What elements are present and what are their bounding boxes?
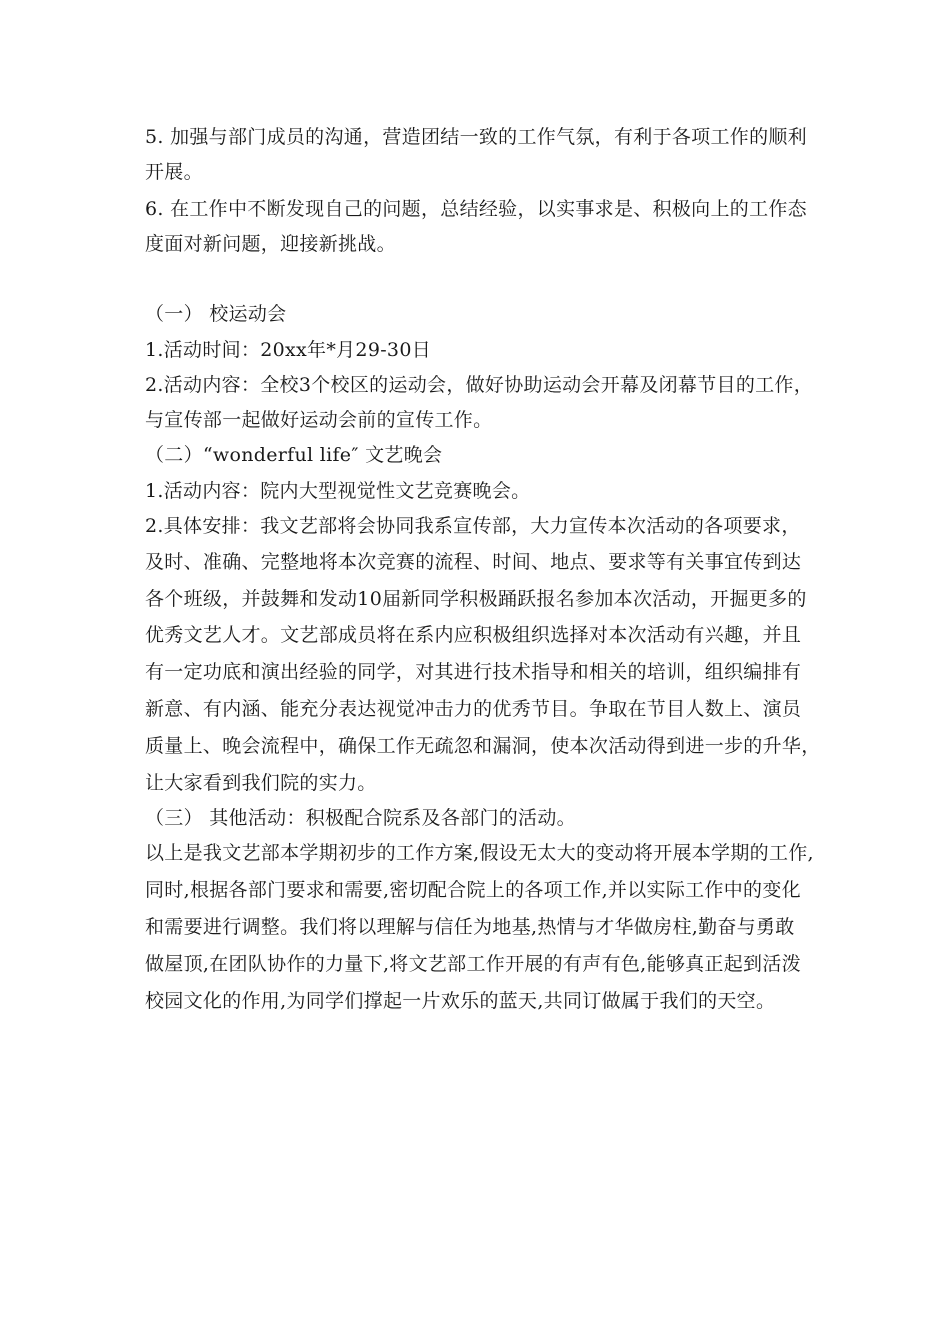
section-2-item-2-line-7: 质量上、晚会流程中，确保工作无疏忽和漏洞，使本次活动得到进一步的升华，	[145, 735, 821, 757]
section-2-item-2-line-1: 2.具体安排：我文艺部将会协同我系宣传部，大力宣传本次活动的各项要求，	[145, 515, 801, 537]
section-heading-2: （二）“wonderful life″ 文艺晚会	[145, 444, 443, 466]
section-2-item-2-line-4: 优秀文艺人才。文艺部成员将在系内应积极组织选择对本次活动有兴趣，并且	[145, 624, 802, 646]
section-2-item-2-line-3: 各个班级，并鼓舞和发动10届新同学积极踊跃报名参加本次活动，开掘更多的	[145, 588, 807, 610]
section-1-item-2-line-2: 与宣传部一起做好运动会前的宣传工作。	[145, 409, 493, 431]
section-heading-3: （三） 其他活动：积极配合院系及各部门的活动。	[145, 807, 576, 829]
section-heading-1: （一） 校运动会	[145, 303, 287, 325]
section-2-item-2-line-8: 让大家看到我们院的实力。	[145, 772, 377, 794]
section-1-item-1: 1.活动时间：20xx年*月29-30日	[145, 339, 432, 361]
paragraph-item-6-line-1: 6. 在工作中不断发现自己的问题，总结经验，以实事求是、积极向上的工作态	[145, 198, 807, 220]
section-2-item-2-line-6: 新意、有内涵、能充分表达视觉冲击力的优秀节目。争取在节目人数上、演员	[145, 698, 802, 720]
section-2-item-1: 1.活动内容：院内大型视觉性文艺竞赛晚会。	[145, 480, 531, 502]
section-2-item-2-line-5: 有一定功底和演出经验的同学，对其进行技术指导和相关的培训，组织编排有	[145, 661, 802, 683]
closing-paragraph-line-2: 同时,根据各部门要求和需要,密切配合院上的各项工作,并以实际工作中的变化	[145, 879, 801, 901]
paragraph-item-5-line-1: 5. 加强与部门成员的沟通，营造团结一致的工作气氛，有利于各项工作的顺利	[145, 126, 807, 148]
paragraph-item-6-line-2: 度面对新问题，迎接新挑战。	[145, 233, 396, 255]
section-1-item-2-line-1: 2.活动内容：全校3个校区的运动会，做好协助运动会开幕及闭幕节目的工作，	[145, 374, 814, 396]
closing-paragraph-line-1: 以上是我文艺部本学期初步的工作方案,假设无太大的变动将开展本学期的工作,	[145, 842, 814, 864]
closing-paragraph-line-3: 和需要进行调整。我们将以理解与信任为地基,热情与才华做房柱,勤奋与勇敢	[145, 916, 795, 938]
section-2-item-2-line-2: 及时、准确、完整地将本次竞赛的流程、时间、地点、要求等有关事宜传到达	[145, 551, 802, 573]
paragraph-item-5-line-2: 开展。	[145, 161, 203, 183]
closing-paragraph-line-4: 做屋顶,在团队协作的力量下,将文艺部工作开展的有声有色,能够真正起到活泼	[145, 953, 801, 975]
closing-paragraph-line-5: 校园文化的作用,为同学们撑起一片欢乐的蓝天,共同订做属于我们的天空。	[145, 990, 776, 1012]
